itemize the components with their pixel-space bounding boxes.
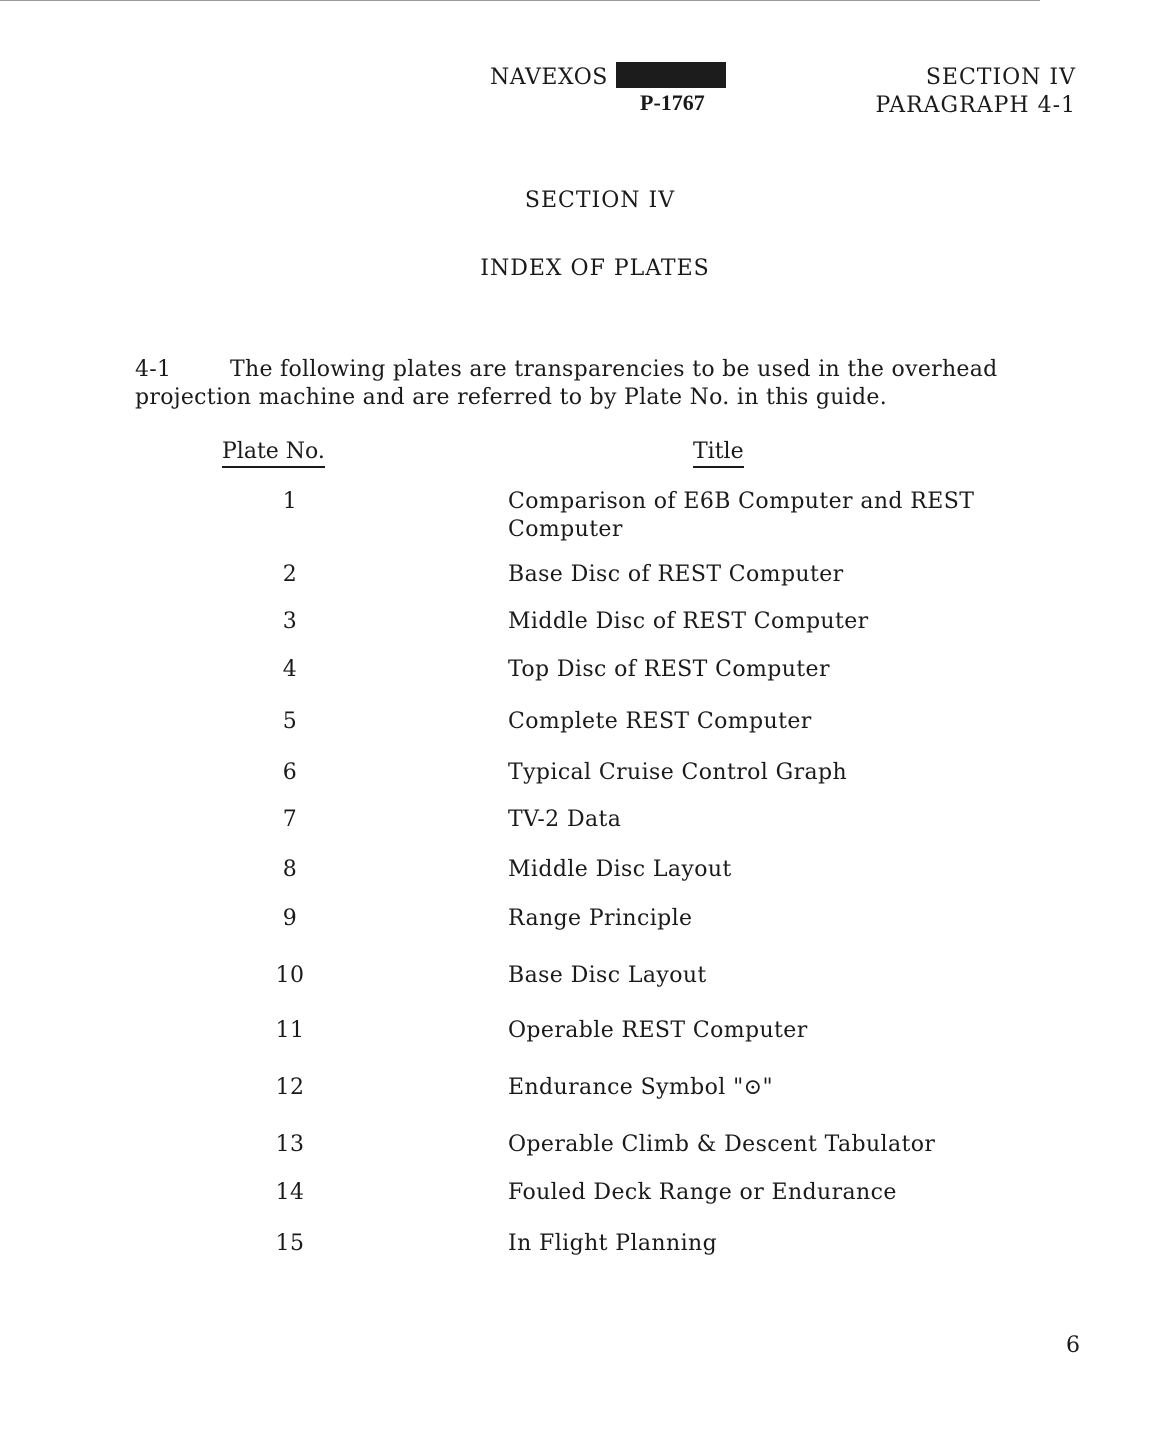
plate-number: 14 <box>275 1180 305 1205</box>
plate-title: Fouled Deck Range or Endurance <box>508 1180 897 1205</box>
plate-number: 13 <box>275 1132 305 1157</box>
plate-number: 5 <box>282 709 298 734</box>
plate-title: Base Disc of REST Computer <box>508 562 844 587</box>
plate-title: Endurance Symbol "⊙" <box>508 1075 774 1100</box>
column-header-plate-no: Plate No. <box>222 439 325 468</box>
plate-number: 10 <box>275 963 305 988</box>
plate-number: 15 <box>275 1231 305 1256</box>
plate-title: Middle Disc of REST Computer <box>508 609 869 634</box>
index-title: INDEX OF PLATES <box>480 256 710 281</box>
plate-number: 1 <box>282 489 298 514</box>
plate-title: Range Principle <box>508 906 693 931</box>
plate-number: 9 <box>282 906 298 931</box>
plate-title: Typical Cruise Control Graph <box>508 760 848 785</box>
plate-title: Top Disc of REST Computer <box>508 657 830 682</box>
plate-title: Comparison of E6B Computer and REST Computer <box>508 489 975 542</box>
plate-title: Middle Disc Layout <box>508 857 732 882</box>
plate-title: Base Disc Layout <box>508 963 707 988</box>
plate-number: 12 <box>275 1075 305 1100</box>
column-header-title: Title <box>693 439 744 468</box>
paragraph-text: The following plates are transparencies to be used in the overhead projection machine and are referred to by Plate No. in this guide. <box>135 357 998 410</box>
plate-title: Operable REST Computer <box>508 1018 808 1043</box>
doc-code <box>490 62 726 90</box>
plate-number: 7 <box>282 807 298 832</box>
section-reference <box>875 64 1076 120</box>
plate-number: 4 <box>282 657 298 682</box>
plate-number: 6 <box>282 760 298 785</box>
intro-paragraph <box>135 356 1075 412</box>
doc-number: P-1767 <box>640 90 705 115</box>
plate-title: Operable Climb & Descent Tabulator <box>508 1132 936 1157</box>
plate-title: In Flight Planning <box>508 1231 718 1256</box>
plate-title: TV-2 Data <box>508 807 622 832</box>
redaction-bar <box>616 62 726 88</box>
section-label: SECTION IV <box>925 65 1076 90</box>
paragraph-label: PARAGRAPH 4-1 <box>875 93 1076 118</box>
plate-number: 2 <box>282 562 298 587</box>
page-top-rule <box>0 0 1040 1</box>
plate-title: Complete REST Computer <box>508 709 812 734</box>
plate-number: 8 <box>282 857 298 882</box>
paragraph-number: 4-1 <box>135 357 172 382</box>
section-title: SECTION IV <box>524 188 676 213</box>
plate-number: 11 <box>275 1018 305 1043</box>
plate-number: 3 <box>282 609 298 634</box>
page-number: 6 <box>1066 1333 1080 1358</box>
doc-code-text: NAVEXOS <box>490 65 608 90</box>
